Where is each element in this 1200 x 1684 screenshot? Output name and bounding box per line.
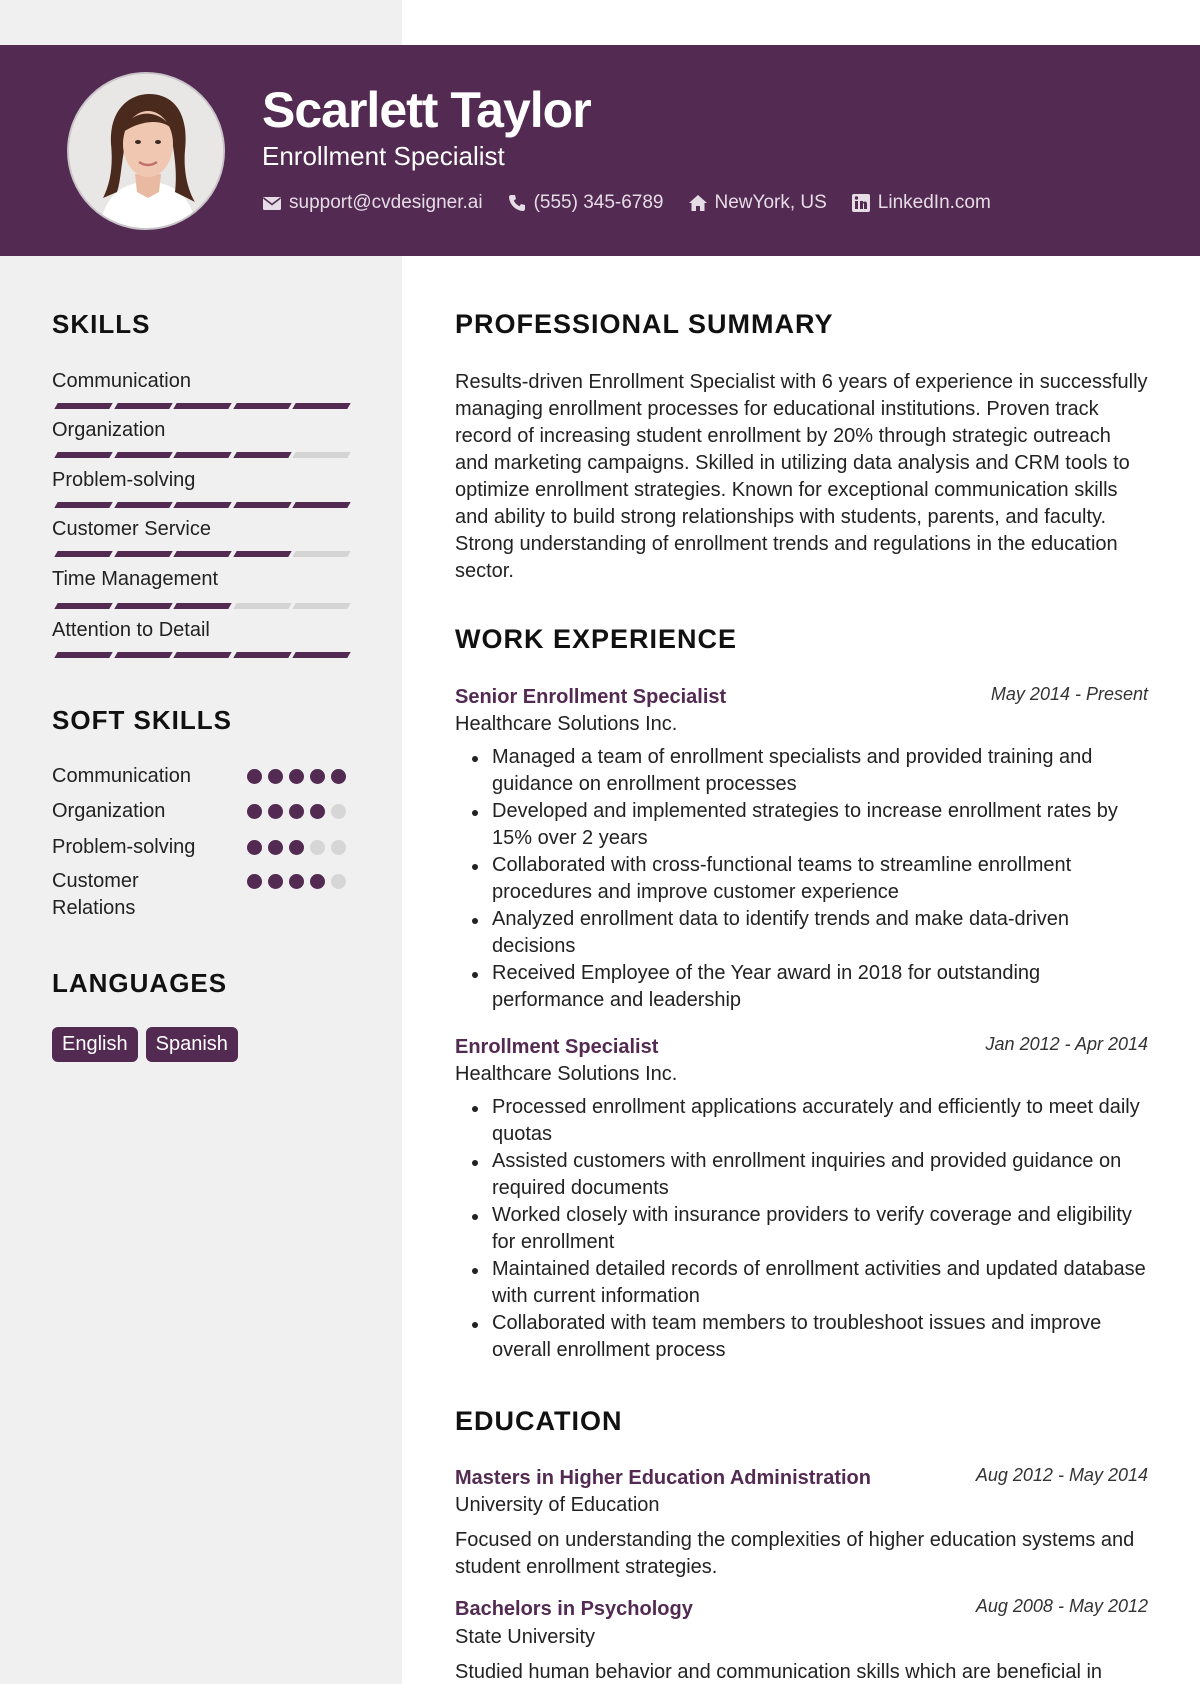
job-bullet: Received Employee of the Year award in 2018 for outstanding performance and leadership [492, 960, 1152, 1014]
rating-dot [310, 769, 325, 784]
job-bullets [492, 1094, 1152, 1364]
contact-email-text: support@cvdesigner.ai [289, 192, 483, 213]
contact-linkedin[interactable] [851, 192, 991, 214]
skill-name: Organization [52, 419, 166, 441]
skill-name: Customer Service [52, 518, 211, 540]
rating-dot [247, 804, 262, 819]
rating-dot [310, 840, 325, 855]
degree-title: Bachelors in Psychology [455, 1598, 693, 1620]
experience-heading: WORK EXPERIENCE [455, 624, 738, 654]
soft-skills-heading: SOFT SKILLS [52, 705, 232, 735]
skill-rating-segment [292, 502, 350, 508]
education-heading: EDUCATION [455, 1406, 623, 1436]
rating-dot [289, 769, 304, 784]
job-title: Enrollment Specialist [455, 1036, 659, 1058]
skill-rating-segment [54, 403, 112, 409]
linkedin-icon [851, 193, 871, 213]
skill-rating-segment [114, 603, 172, 609]
job-bullet: Worked closely with insurance providers to verify coverage and eligibility for enrollment [492, 1202, 1152, 1256]
skill-name: Communication [52, 370, 191, 392]
skill-rating-segment [233, 551, 291, 557]
profile-photo [67, 72, 225, 230]
job-bullet: Collaborated with cross-functional teams to streamline enrollment procedures and improve customer experience [492, 852, 1152, 906]
rating-dot [268, 769, 283, 784]
phone-icon [507, 193, 527, 213]
summary-text: Results-driven Enrollment Specialist with 6 years of experience in successfully managing enrollment processes for educational institutions. Proven track record of increasing student enrollment by 20% through strategic outreach and marketing campaigns. Skilled in utilizing data analysis and CRM tools to optimize enrollment strategies. Known for exceptional communication skills and ability to build strong relationships with students, parents, and faculty. Strong understanding of enrollment trends and regulations in the education sector. [455, 371, 1148, 582]
skill-rating-segment [233, 452, 291, 458]
skill-rating-segment [173, 551, 231, 557]
skill-rating-bar [52, 403, 348, 411]
soft-skill-name: Customer Relations [52, 870, 139, 919]
soft-skill-dots [247, 874, 352, 889]
languages-heading: LANGUAGES [52, 968, 228, 998]
job-bullet: Managed a team of enrollment specialists and provided training and guidance on enrollment processes [492, 744, 1152, 798]
rating-dot [268, 804, 283, 819]
skill-rating-segment [173, 403, 231, 409]
candidate-name: Scarlett Taylor [262, 82, 591, 138]
contact-linkedin-text: LinkedIn.com [877, 192, 991, 213]
contact-email[interactable] [262, 192, 483, 214]
rating-dot [310, 874, 325, 889]
skill-rating-segment [173, 502, 231, 508]
rating-dot [247, 874, 262, 889]
soft-skill-dots [247, 840, 352, 855]
skill-rating-bar [52, 502, 348, 510]
contact-location-text: NewYork, US [714, 192, 827, 213]
degree-dates: Aug 2008 - May 2012 [975, 1596, 1148, 1616]
language-tag: Spanish [146, 1027, 238, 1062]
rating-dot [331, 769, 346, 784]
skill-rating-bar [52, 652, 348, 660]
rating-dot [310, 804, 325, 819]
rating-dot [247, 840, 262, 855]
header-banner [0, 45, 1200, 256]
portrait-illustration [69, 74, 225, 230]
skill-rating-segment [54, 502, 112, 508]
skill-rating-segment [292, 603, 350, 609]
job-bullet: Assisted customers with enrollment inquiries and provided guidance on required documents [492, 1148, 1152, 1202]
job-title: Senior Enrollment Specialist [455, 686, 727, 708]
rating-dot [289, 804, 304, 819]
envelope-icon [262, 193, 282, 213]
school-name: University of Education [455, 1494, 660, 1516]
skill-rating-segment [292, 551, 350, 557]
skill-rating-segment [114, 652, 172, 658]
rating-dot [268, 874, 283, 889]
skill-rating-segment [54, 452, 112, 458]
job-bullet: Developed and implemented strategies to increase enrollment rates by 15% over 2 years [492, 798, 1152, 852]
job-dates: May 2014 - Present [990, 684, 1148, 704]
rating-dot [331, 874, 346, 889]
language-tag: English [52, 1027, 138, 1062]
degree-dates: Aug 2012 - May 2014 [975, 1465, 1148, 1485]
rating-dot [247, 769, 262, 784]
rating-dot [289, 840, 304, 855]
skill-rating-segment [292, 403, 350, 409]
skill-rating-segment [114, 403, 172, 409]
skill-rating-segment [233, 603, 291, 609]
skill-rating-segment [292, 652, 350, 658]
skill-rating-segment [292, 452, 350, 458]
skill-rating-bar [52, 551, 348, 559]
skill-rating-segment [114, 502, 172, 508]
school-name: State University [455, 1626, 596, 1648]
soft-skill-name: Communication [52, 765, 191, 787]
job-bullets [492, 744, 1152, 1014]
skill-name: Time Management [52, 568, 218, 590]
job-bullet: Analyzed enrollment data to identify trends and make data-driven decisions [492, 906, 1152, 960]
job-bullet: Collaborated with team members to troubleshoot issues and improve overall enrollment process [492, 1310, 1152, 1364]
skill-rating-segment [54, 603, 112, 609]
skill-rating-segment [54, 652, 112, 658]
job-company: Healthcare Solutions Inc. [455, 713, 678, 735]
rating-dot [268, 840, 283, 855]
candidate-title: Enrollment Specialist [262, 141, 505, 171]
degree-description: Focused on understanding the complexities of higher education systems and student enrollment strategies. [455, 1529, 1135, 1578]
skill-rating-segment [233, 502, 291, 508]
soft-skill-name: Problem-solving [52, 836, 196, 858]
job-dates: Jan 2012 - Apr 2014 [985, 1034, 1148, 1054]
rating-dot [331, 840, 346, 855]
skill-rating-segment [114, 452, 172, 458]
job-bullet: Processed enrollment applications accurately and efficiently to meet daily quotas [492, 1094, 1152, 1148]
language-tags [52, 1027, 246, 1062]
soft-skill-dots [247, 804, 352, 819]
skill-rating-bar [52, 452, 348, 460]
skill-rating-bar [52, 603, 348, 611]
home-icon [688, 193, 708, 213]
skill-rating-segment [173, 603, 231, 609]
degree-title: Masters in Higher Education Administration [455, 1467, 871, 1489]
rating-dot [331, 804, 346, 819]
skills-heading: SKILLS [52, 309, 151, 339]
contact-row [262, 192, 1015, 214]
skill-rating-segment [114, 551, 172, 557]
rating-dot [289, 874, 304, 889]
soft-skill-dots [247, 769, 352, 784]
skill-rating-segment [54, 551, 112, 557]
skill-name: Problem-solving [52, 469, 196, 491]
skill-rating-segment [233, 652, 291, 658]
job-bullet: Maintained detailed records of enrollment activities and updated database with current information [492, 1256, 1152, 1310]
job-company: Healthcare Solutions Inc. [455, 1063, 678, 1085]
contact-phone-text: (555) 345-6789 [533, 192, 664, 213]
summary-heading: PROFESSIONAL SUMMARY [455, 309, 834, 339]
contact-location [688, 192, 827, 214]
skill-rating-segment [233, 403, 291, 409]
soft-skill-name: Organization [52, 800, 166, 822]
degree-description: Studied human behavior and communication skills which are beneficial in [455, 1661, 1103, 1683]
skill-rating-segment [173, 452, 231, 458]
skill-rating-segment [173, 652, 231, 658]
contact-phone[interactable] [507, 192, 664, 214]
skill-name: Attention to Detail [52, 619, 210, 641]
